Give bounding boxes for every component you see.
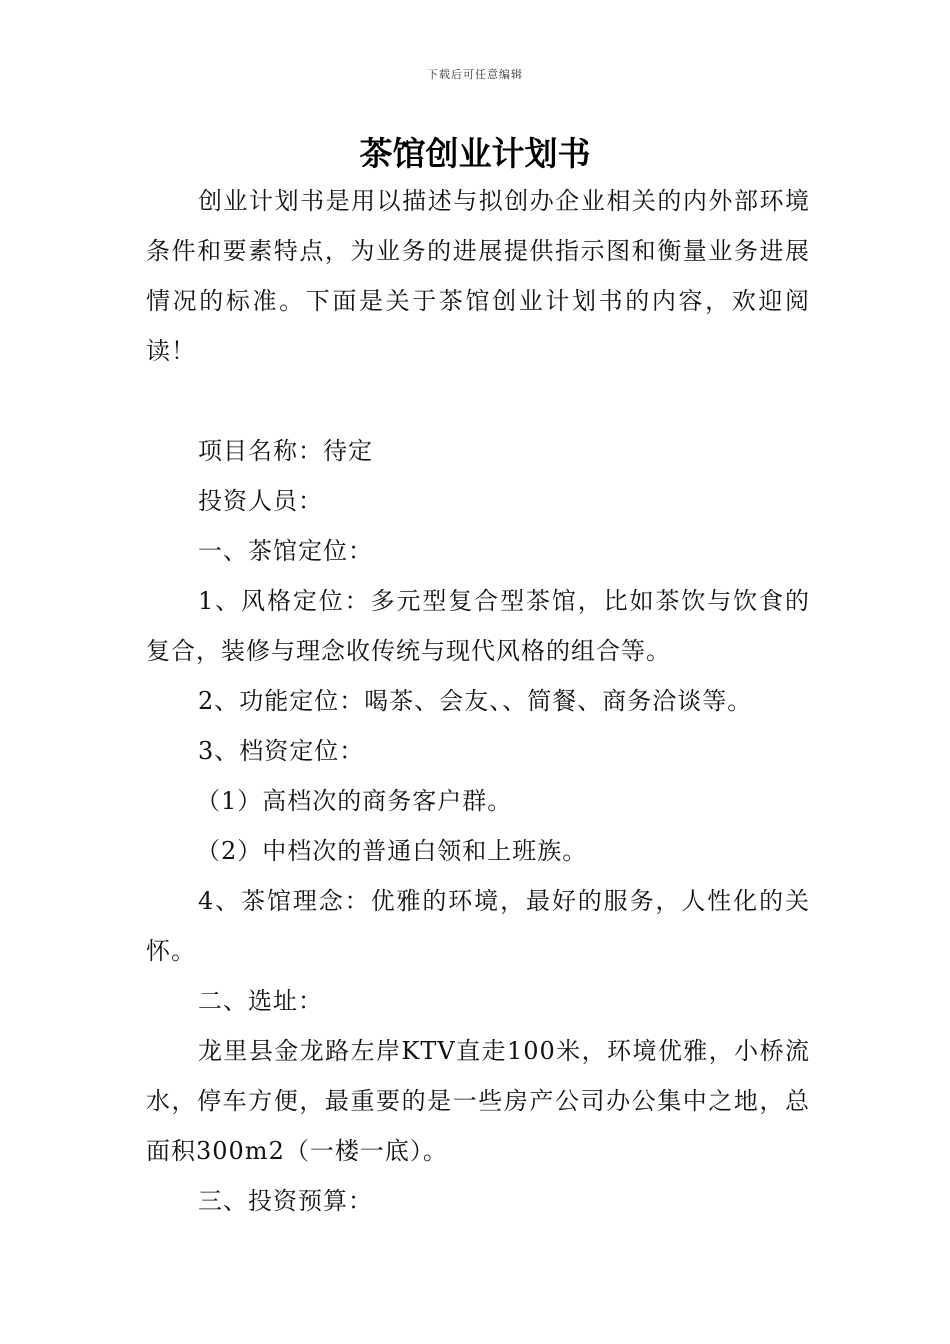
concept-paragraph: 4、茶馆理念：优雅的环境，最好的服务，人性化的关怀。 (146, 887, 810, 965)
section-heading-budget: 三、投资预算： (198, 1187, 373, 1215)
project-name-line: 项目名称：待定 (198, 437, 373, 465)
section-heading-positioning: 一、茶馆定位： (198, 537, 373, 565)
document-body (146, 176, 810, 1226)
header-note: 下载后可任意编辑 (427, 68, 523, 81)
investors-line: 投资人员： (198, 487, 323, 515)
intro-paragraph: 创业计划书是用以描述与拟创办企业相关的内外部环境条件和要素特点，为业务的进展提供指示图和衡量业务进展情况的标准。下面是关于茶馆创业计划书的内容，欢迎阅读！ (146, 187, 810, 365)
page-title: 茶馆创业计划书 (359, 134, 591, 173)
grade-sub-item-2: （2）中档次的普通白领和上班族。 (196, 837, 588, 865)
function-positioning-paragraph: 2、功能定位：喝茶、会友、、简餐、商务洽谈等。 (198, 687, 753, 715)
grade-sub-item-1: （1）高档次的商务客户群。 (196, 787, 513, 815)
paragraph-spacer (146, 376, 810, 426)
grade-positioning-paragraph: 3、档资定位： (198, 737, 365, 765)
section-heading-location: 二、选址： (198, 987, 323, 1015)
location-paragraph: 龙里县金龙路左岸KTV直走100米，环境优雅，小桥流水，停车方便，最重要的是一些房产公司办公集中之地，总面积300m2（一楼一底）。 (146, 1037, 810, 1165)
style-positioning-paragraph: 1、风格定位：多元型复合型茶馆，比如茶饮与饮食的复合，装修与理念收传统与现代风格的组合等。 (146, 587, 810, 665)
